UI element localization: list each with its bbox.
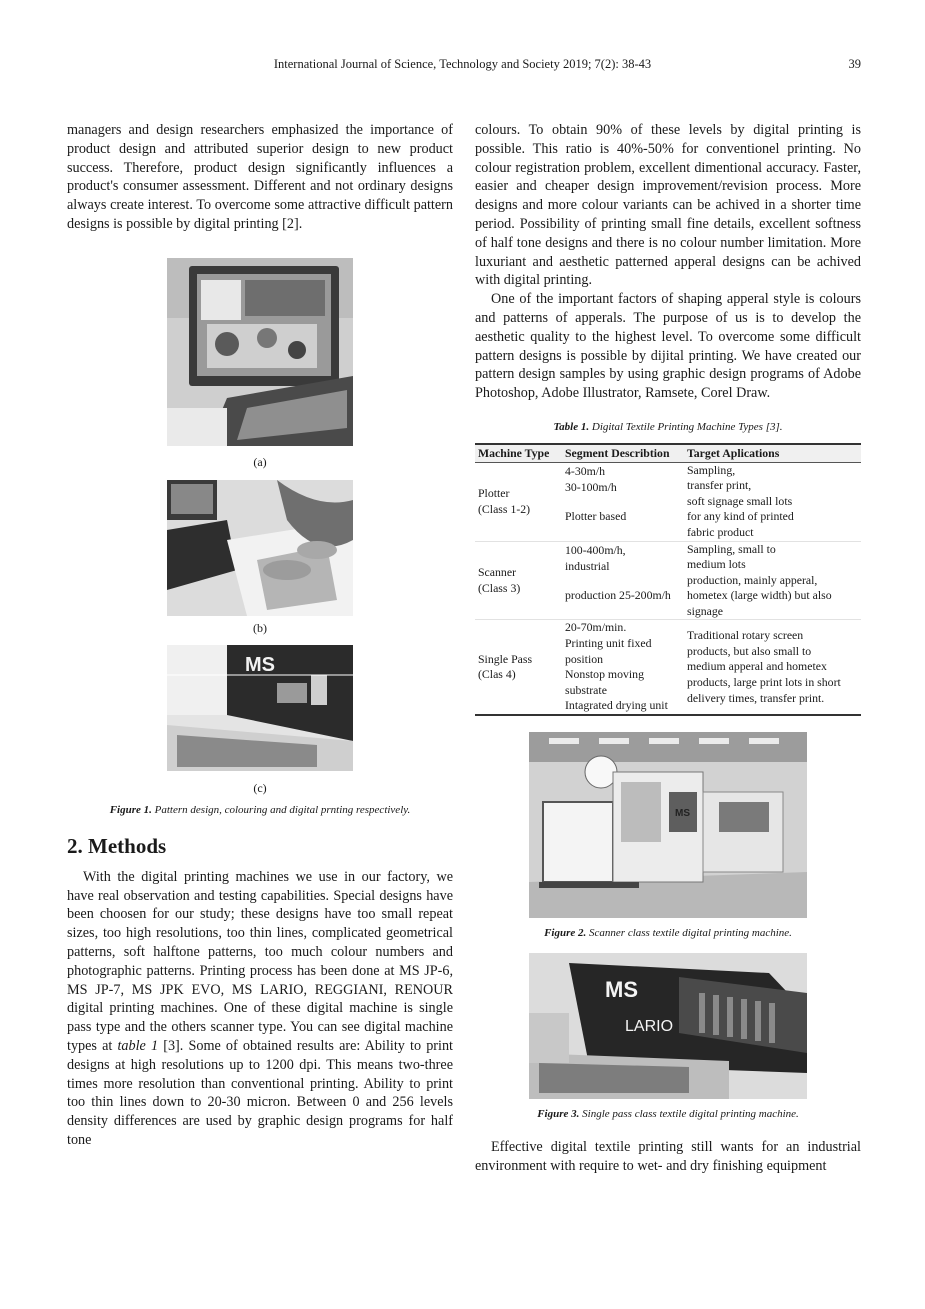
monitor-workstation-image: [167, 258, 353, 446]
scanner-target-1: Sampling, small to: [687, 541, 776, 556]
colouring-hands-image: [167, 480, 353, 616]
methods-paragraph-part-2: [3]. Some of obtained results are: Ability to print designs at high resolutions up to 1200 dpi. This means two-three times more resolution than conventional printing. Ability to print too thin lines down to 20-30 micron. Between 0 and 256 levels density differences are used by graphic design programs for half tone: [67, 1037, 453, 1148]
figure-2-caption-label: Figure 2.: [544, 927, 587, 940]
printing-machine-image: [167, 645, 353, 771]
lario-logo: LARIO: [625, 1018, 674, 1036]
table-1-caption-text: Digital Textile Printing Machine Types [3].: [589, 420, 783, 433]
figure-3-caption-text: Single pass class textile digital printing machine.: [579, 1108, 799, 1121]
header-target: Target Aplications: [684, 444, 861, 462]
scanner-target-3: production, mainly apperal,: [687, 572, 818, 587]
single-pass-segment-cell: [562, 620, 684, 715]
scanner-type-cell: [475, 541, 562, 620]
scanner-segment-2: industrial: [565, 558, 610, 573]
plotter-segment-cell: [562, 462, 684, 541]
page-number: 39: [848, 57, 861, 71]
single-pass-target-1: Traditional rotary screen: [687, 628, 804, 643]
right-paragraph-1: colours. To obtain 90% of these levels by digital printing is possible. This ratio is 40%-50% for conventionel printing. No colour registration problem, excellent dimentional accuracy. Faster, easier and cheaper design improvement/revision process. More designs and more colour variants can be achived in a shorter time period. Possibility of printing small fine details, excellent softness of half tone designs and there is no colour number limitation. More luxuriant and aesthetic patterned apperal designs can be achived with digital printing.: [475, 122, 861, 289]
figure-1-caption-label: Figure 1.: [109, 803, 152, 816]
figure-3-caption: [475, 1108, 861, 1120]
methods-paragraph-part-1: With the digital printing machines we use in our factory, we have real observation and testing capabilities. Special designs have been choosen for our study; these designs have too small repeat sizes, too high resolutions, too thin lines, complicated geometrical patterns, soft halftone patterns, too much colour numbers and photographic patterns. Printing process has been done at MS JP-6, MS JP-7, MS JPK EVO, MS LARIO, REGGIANI, RENOUR digital printing machines. One of these digital machine is single pass type and the others scanner type. You can see digital machine types at: [67, 868, 453, 1054]
single-pass-segment-6: Intagrated drying unit: [565, 698, 668, 713]
ms-logo-fig3: MS: [605, 977, 638, 1003]
intro-paragraph: managers and design researchers emphasized the importance of product design and attributed superior design to new product success. Therefore, product design significantly influences a product's consumer assessment. Different and not ordinary designs always create interest. To overcome some attractive difficult pattern designs is possible by digital printing [2].: [67, 122, 453, 232]
plotter-type-line-1: Plotter: [478, 485, 510, 500]
figure-2-caption-text: Scanner class textile digital printing machine.: [586, 927, 792, 940]
figure-1b-photo: [167, 480, 353, 616]
scanner-target-2: medium lots: [687, 557, 746, 572]
scanner-segment-3: production 25-200m/h: [565, 588, 671, 603]
single-pass-target-2: products, but also small to: [687, 643, 812, 658]
plotter-segment-2: 30-100m/h: [565, 479, 617, 494]
figure-1a-label: (a): [253, 454, 267, 469]
single-pass-target-3: medium apperal and hometex: [687, 659, 827, 674]
figure-3-caption-label: Figure 3.: [537, 1108, 580, 1121]
scanner-segment-1: 100-400m/h,: [565, 543, 626, 558]
plotter-type-cell: [475, 462, 562, 541]
table-1-caption: [475, 421, 861, 433]
plotter-segment-1: 4-30m/h: [565, 464, 605, 479]
scanner-target-4: hometex (large width) but also: [687, 588, 832, 603]
figure-2-photo: [529, 732, 807, 918]
figure-3-photo: [529, 953, 807, 1099]
table-row-plotter: [475, 462, 861, 541]
single-pass-target-4: products, large print lots in short: [687, 675, 841, 690]
plotter-target-cell: [684, 462, 861, 541]
figure-1b-label: (b): [253, 620, 267, 635]
single-pass-machine-image: [529, 953, 807, 1099]
single-pass-target-cell: [684, 620, 861, 715]
table-reference: table 1: [117, 1037, 159, 1054]
journal-citation: International Journal of Science, Technology and Society 2019; 7(2): 38-43: [273, 57, 652, 71]
figure-1a-photo: [167, 258, 353, 446]
plotter-target-2: transfer print,: [687, 478, 752, 493]
single-pass-segment-4: Nonstop moving: [565, 667, 644, 682]
table-1-caption-label: Table 1.: [553, 420, 590, 433]
single-pass-segment-3: position: [565, 651, 604, 666]
ms-logo-fig2: MS: [675, 808, 690, 820]
scanner-type-line-2: (Class 3): [478, 580, 521, 595]
table-header-row: [475, 444, 861, 462]
figure-1c-photo: [167, 645, 353, 771]
figure-2-caption: [475, 927, 861, 939]
right-paragraph-3: Effective digital textile printing still wants for an industrial environment with require to wet- and dry finishing equipment: [475, 1139, 861, 1174]
plotter-type-line-2: (Class 1-2): [478, 501, 531, 516]
scanner-target-cell: [684, 541, 861, 620]
plotter-target-4: for any kind of printed: [687, 509, 794, 524]
methods-heading: 2. Methods: [67, 833, 167, 858]
single-pass-target-5: delivery times, transfer print.: [687, 690, 825, 705]
single-pass-segment-2: Printing unit fixed: [565, 636, 652, 651]
machine-types-table: [475, 443, 861, 716]
plotter-target-1: Sampling,: [687, 462, 736, 477]
ms-logo: MS: [245, 653, 275, 676]
scanner-type-line-1: Scanner: [478, 564, 516, 579]
scanner-segment-cell: [562, 541, 684, 620]
plotter-target-3: soft signage small lots: [687, 493, 793, 508]
single-pass-segment-5: substrate: [565, 682, 607, 697]
left-column: [67, 121, 453, 1150]
right-paragraph-2: One of the important factors of shaping apperal style is colours and patterns of apperals. The purpose of us is to develop the aesthetic quality to the highest level. To overcome some difficult pattern designs is possible by dijital printing. We have created our pattern design samples by using graphic design programs of Adobe Photoshop, Adobe Illustrator, Ramsete, Corel Draw.: [475, 291, 861, 402]
plotter-segment-3: Plotter based: [565, 509, 627, 524]
single-pass-type-line-1: Single Pass: [478, 651, 533, 666]
right-column: [475, 121, 861, 1176]
figure-1-caption: [67, 804, 453, 816]
scanner-target-5: signage: [687, 603, 724, 618]
single-pass-type-cell: [475, 620, 562, 715]
header-machine-type: Machine Type: [475, 444, 562, 462]
scanner-machine-image: [529, 732, 807, 918]
table-row-scanner: [475, 541, 861, 620]
single-pass-segment-1: 20-70m/min.: [565, 620, 627, 635]
plotter-target-5: fabric product: [687, 524, 754, 539]
table-row-single-pass: [475, 620, 861, 715]
figure-1c-label: (c): [253, 780, 267, 795]
figure-1-caption-text: Pattern design, colouring and digital prnting respectively.: [151, 803, 411, 816]
methods-paragraph: [67, 868, 453, 1150]
header-segment: Segment Describtion: [562, 444, 684, 462]
single-pass-type-line-2: (Clas 4): [478, 667, 516, 682]
